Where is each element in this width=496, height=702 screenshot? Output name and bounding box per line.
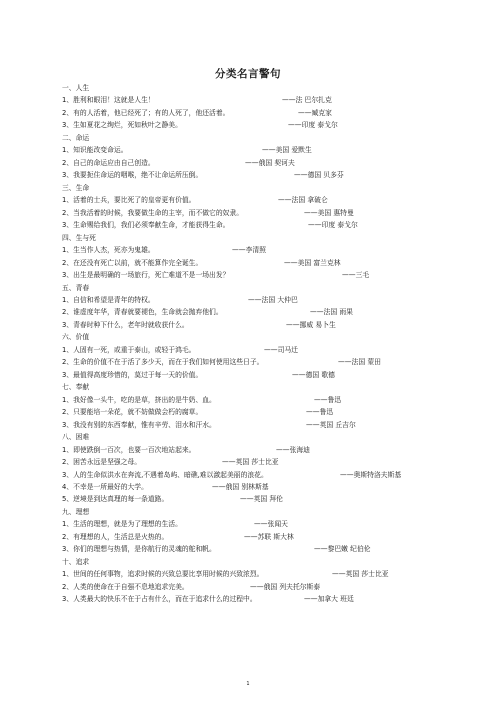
- quote-text: 4、不幸是一所最好的大学。: [62, 483, 148, 491]
- quote-text: 1、人固有一死，或重于泰山，或轻于鸿毛。: [62, 345, 196, 354]
- quote-line: [62, 207, 442, 219]
- quote-author: ——挪威 易卜生: [286, 320, 336, 329]
- quote-line: [62, 456, 442, 468]
- quote-line: [62, 269, 442, 281]
- quote-author: ——印度 泰戈尔: [308, 221, 358, 230]
- section-heading: 一、人生: [62, 84, 90, 92]
- quote-author: ——印度 泰戈尔: [288, 121, 338, 130]
- quote-text: 1、世间的任何事物，追求时候的兴致总要比享用时候的兴致浓烈。: [62, 570, 264, 579]
- quote-text: 1、生当作人杰，死亦为鬼雄。: [62, 246, 155, 255]
- quote-line: [62, 169, 442, 181]
- quote-author: ——三毛: [342, 271, 370, 280]
- quote-author: ——法国 大仲巴: [248, 295, 298, 304]
- quote-text: 2、谁虚度年华，青春就要褪色，生命就会抛弃他们。: [62, 308, 223, 317]
- quote-line: [62, 319, 442, 331]
- quote-author: ——英国 丘吉尔: [306, 420, 356, 429]
- quote-text: 1、知识能改变命运。: [62, 146, 128, 155]
- quote-author: ——张闻天: [254, 520, 288, 529]
- quote-author: ——德国 歌德: [292, 370, 335, 379]
- quote-text: 1、活着的士兵，要比死了的皇帝更有价值。: [62, 196, 196, 205]
- quote-line: [62, 419, 442, 431]
- quote-text: 1、胜利和眼泪！这就是人生！: [62, 96, 155, 105]
- quote-author: ——法国 蒙田: [338, 358, 381, 367]
- section-heading: 二、命运: [62, 133, 90, 142]
- quote-line: [62, 493, 442, 505]
- quote-text: 2、人类的使命在于自强不息地追求完美。: [62, 582, 189, 591]
- quote-text: 1、自信和希望是青年的特权。: [62, 295, 155, 304]
- section-heading: 三、生命: [62, 183, 90, 192]
- quote-text: 2、困苦永远是坚强之母。: [62, 458, 142, 467]
- quote-line: [62, 356, 442, 368]
- section-heading: 九、理想: [62, 507, 90, 516]
- quote-author: ——美国 富兰克林: [284, 258, 341, 267]
- quote-author: ——英国 莎士比亚: [332, 570, 389, 579]
- quote-line: [62, 107, 442, 119]
- quote-author: ——鲁迅: [314, 395, 342, 404]
- quote-line: [62, 244, 442, 256]
- quote-author: ——张海迪: [276, 445, 310, 454]
- quote-line: [62, 119, 442, 131]
- quote-text: 3、生如夏花之绚烂，死如秋叶之静美。: [62, 121, 182, 130]
- quote-text: 1、我好像一头牛，吃的是草，挤出的是牛奶、血。: [62, 395, 216, 404]
- quote-text: 1、即使跌倒一百次，也要一百次地站起来。: [62, 445, 196, 454]
- section-heading: 四、生与死: [62, 233, 96, 242]
- quote-line: [62, 219, 442, 231]
- quote-author: ——加拿大 班廷: [304, 595, 354, 604]
- quote-author: ——美国 惠特曼: [304, 208, 354, 217]
- section-heading: 八、困难: [62, 433, 90, 442]
- quote-line: [62, 344, 442, 356]
- quote-author: ——司马迁: [264, 345, 298, 354]
- quote-text: 3、你们的理想与热情，是你航行的灵魂的舵和帆。: [62, 545, 216, 554]
- quote-line: [62, 444, 442, 456]
- quote-text: 3、最值得高度珍惜的，莫过于每一天的价值。: [62, 370, 203, 379]
- quote-text: 3、我要扼住命运的咽喉，绝不让命运所压倒。: [62, 171, 203, 180]
- quote-text: 3、人的生命似洪水在奔流,不遇着岛屿、暗礁,难以激起美丽的浪花。: [62, 470, 268, 479]
- quote-text: 1、生活的理想，就是为了理想的生活。: [62, 520, 182, 529]
- quote-line: [62, 306, 442, 318]
- quote-author: ——鲁迅: [306, 408, 334, 417]
- quote-line: [62, 294, 442, 306]
- quote-text: 3、出生是最明确的一场旅行，死亡难道不是一场出发？: [62, 271, 230, 280]
- quote-line: [62, 94, 442, 106]
- quote-line: [62, 581, 442, 593]
- quote-line: [62, 469, 442, 481]
- quote-author: ——俄国 别林斯基: [212, 483, 269, 491]
- quote-text: 3、青春时种下什么，老年时就收获什么。: [62, 320, 189, 329]
- quote-author: ——法 巴尔扎克: [282, 96, 332, 105]
- quote-list: [62, 82, 442, 606]
- quote-text: 3、生命赐给我们，我们必须奉献生命，才能获得生命。: [62, 221, 230, 230]
- section-heading: 十、追求: [62, 557, 90, 566]
- quote-author: ——英国 莎士比亚: [222, 458, 279, 467]
- quote-text: 3、人类最大的快乐不在于占有什么，而在于追求什么的过程中。: [62, 595, 257, 604]
- quote-text: 2、在还没有死亡以前，就不能算作完全诞生。: [62, 258, 203, 267]
- quote-line: [62, 394, 442, 406]
- quote-text: 2、有的人活着，他已经死了；有的人死了，他还活着。: [62, 108, 230, 117]
- quote-author: ——德国 贝多芬: [294, 171, 344, 180]
- quote-line: [62, 194, 442, 206]
- quote-author: ——奥斯特洛夫斯基: [340, 470, 402, 479]
- quote-author: ——法国 雨果: [310, 308, 353, 317]
- quote-line: [62, 568, 442, 580]
- section-heading: 五、青春: [62, 283, 90, 292]
- quote-line: [62, 481, 442, 493]
- section-heading: 七、奉献: [62, 383, 90, 392]
- quote-author: ——俄国 列夫托尔斯泰: [250, 582, 321, 591]
- quote-author: ——俄国 契诃夫: [245, 158, 295, 167]
- quote-author: ——臧克家: [298, 108, 332, 117]
- quote-author: ——法国 拿破仑: [278, 196, 328, 205]
- quote-text: 3、我没有别的东西奉献，惟有辛劳、泪水和汗水。: [62, 420, 216, 429]
- quote-line: [62, 518, 442, 530]
- section-heading: 六、价值: [62, 333, 90, 342]
- document-title: 分类名言警句: [215, 68, 281, 80]
- quote-line: [62, 531, 442, 543]
- quote-author: ——英国 拜伦: [240, 495, 283, 504]
- quote-text: 2、生命的价值不在于活了多少天，而在于我们如何使用这些日子。: [62, 358, 264, 367]
- quote-text: 2、有理想的人，生活总是火热的。: [62, 532, 169, 541]
- quote-line: [62, 593, 442, 605]
- quote-author: ——苏联 斯大林: [244, 532, 294, 541]
- quote-text: 2、当我活着的时候，我要做生命的主宰，而不做它的奴隶。: [62, 208, 244, 217]
- quote-text: 5、逆境是到达真理的每一条道路。: [62, 495, 169, 504]
- quote-author: ——美国 爱默生: [262, 146, 312, 155]
- quote-text: 2、自己的命运应由自己创造。: [62, 158, 155, 167]
- quote-line: [62, 157, 442, 169]
- quote-line: [62, 406, 442, 418]
- quote-text: 2、只要能培一朵花，就不妨做做会朽的腐草。: [62, 408, 203, 417]
- quote-line: [62, 144, 442, 156]
- page-number: 1: [246, 681, 250, 687]
- quote-author: ——李清照: [232, 246, 266, 255]
- quote-author: ——黎巴嫩 纪伯伦: [314, 545, 371, 554]
- quote-line: [62, 543, 442, 555]
- quote-line: [62, 257, 442, 269]
- quote-line: [62, 369, 442, 381]
